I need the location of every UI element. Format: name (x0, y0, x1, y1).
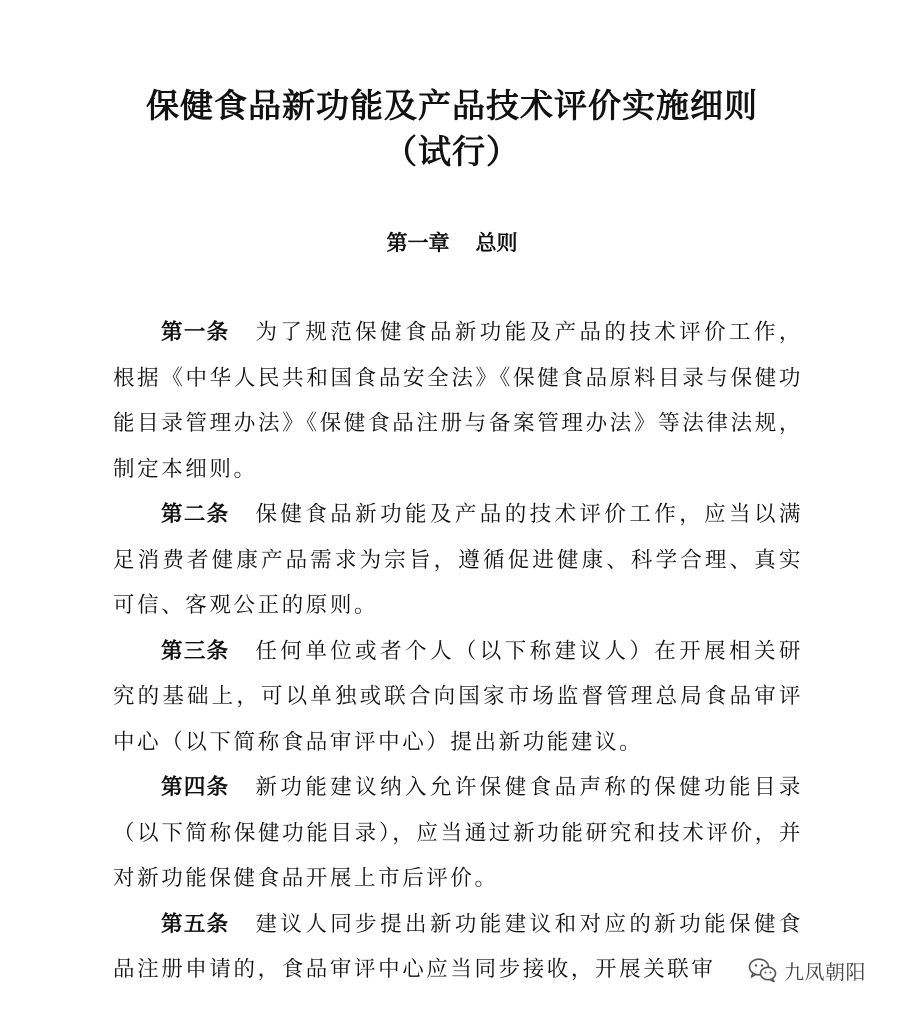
chapter-number: 第一章 (386, 231, 450, 255)
article-number: 第五条 (161, 911, 230, 937)
article-text: 建议人同步提出新功能建议和对应的新功能保健食品注册申请的，食品审评中心应当同步接收，开展关联审 (113, 911, 803, 982)
article-3 (113, 629, 803, 766)
chapter-name: 总则 (475, 231, 518, 255)
article-number: 第一条 (161, 320, 230, 345)
article-number: 第三条 (161, 638, 230, 664)
chapter-heading (0, 228, 904, 258)
article-1 (113, 310, 803, 492)
article-number: 第四条 (161, 775, 230, 800)
wechat-icon (748, 957, 778, 983)
document-title: 保健食品新功能及产品技术评价实施细则 (146, 86, 758, 125)
document-body (113, 310, 803, 993)
article-text: 为了规范保健食品新功能及产品的技术评价工作，根据《中华人民共和国食品安全法》《保健食品原料目录与保健功能目录管理办法》《保健食品注册与备案管理办法》等法律法规，制定本细则。 (113, 320, 803, 482)
watermark (742, 953, 870, 987)
article-number: 第二条 (161, 502, 230, 527)
watermark-text: 九凤朝阳 (784, 959, 866, 984)
document-subtitle: （试行） (384, 132, 520, 171)
article-5 (113, 902, 803, 993)
article-text: 新功能建议纳入允许保健食品声称的保健功能目录（以下简称保健功能目录），应当通过新功能研究和技术评价，并对新功能保健食品开展上市后评价。 (113, 775, 803, 891)
article-4 (113, 765, 803, 902)
article-2 (113, 492, 803, 629)
article-text: 任何单位或者个人（以下称建议人）在开展相关研究的基础上，可以单独或联合向国家市场监督管理总局食品审评中心（以下简称食品审评中心）提出新功能建议。 (113, 638, 803, 755)
article-text: 保健食品新功能及产品的技术评价工作，应当以满足消费者健康产品需求为宗旨，遵循促进健康、科学合理、真实可信、客观公正的原则。 (113, 502, 803, 618)
